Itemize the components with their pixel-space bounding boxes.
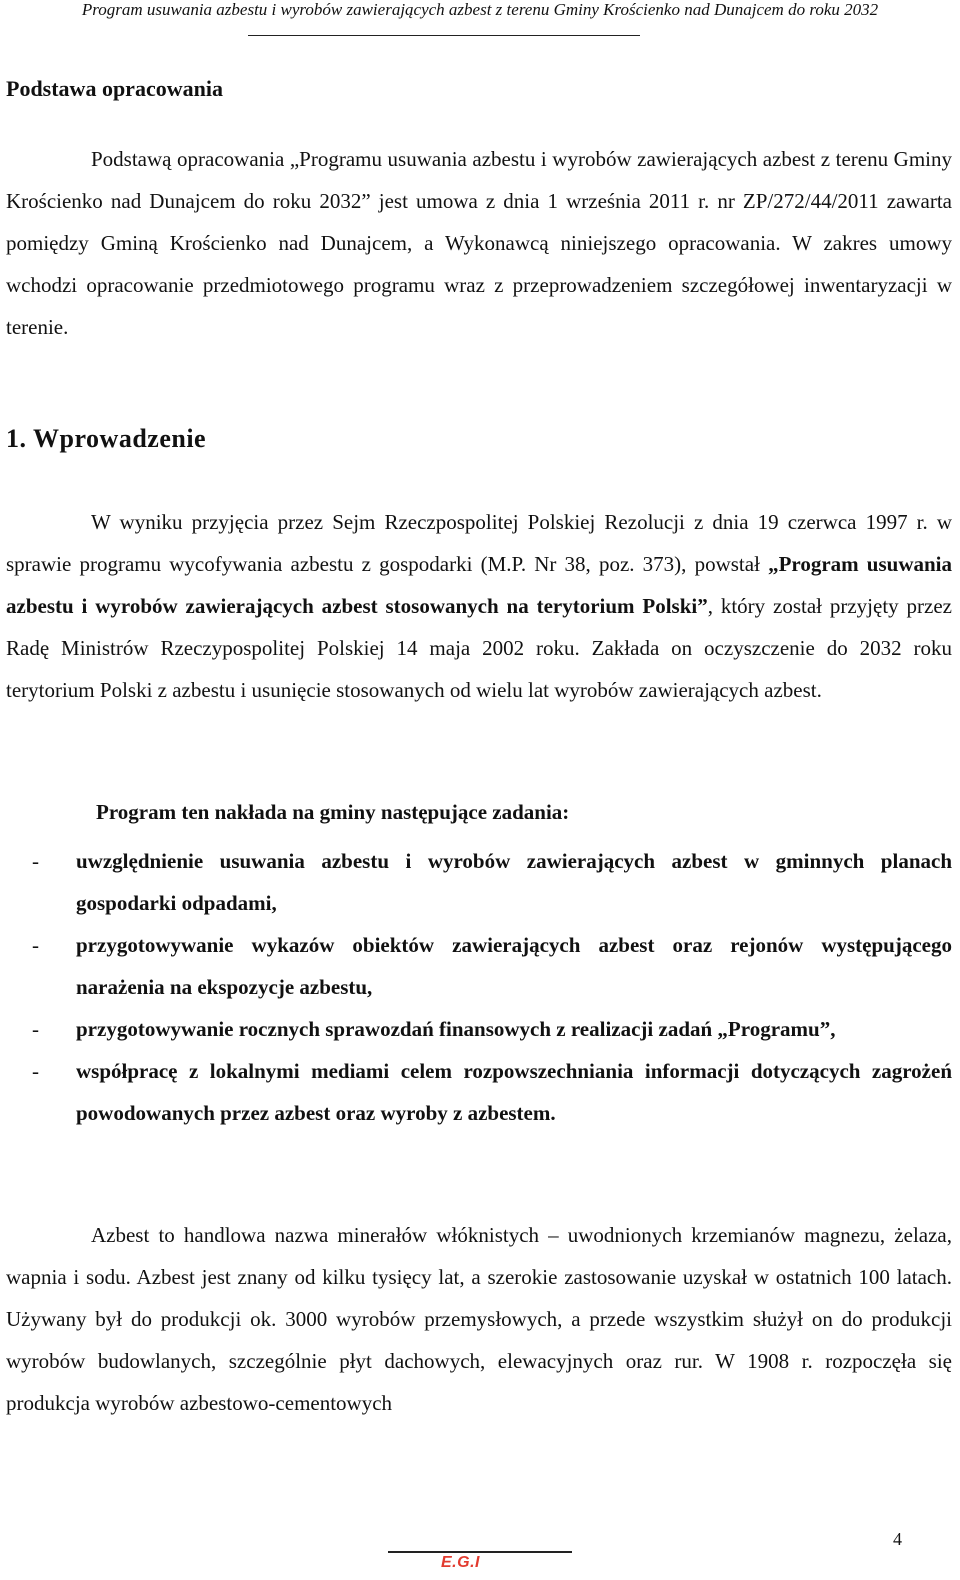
footer-rule — [388, 1551, 572, 1553]
task-item — [6, 1008, 952, 1050]
list-dash: - — [32, 1017, 39, 1041]
task-item — [6, 1050, 952, 1134]
basis-paragraph: Podstawą opracowania „Programu usuwania azbestu i wyrobów zawierających azbest z terenu Gminy Krościenko nad Dunajcem do roku 2032” jest umowa z dnia 1 września 2011 r. nr ZP/272/44/2011 zawarta pomiędzy Gminą Krościenko nad Dunajcem, a Wykonawcą niniejszego opracowania. W zakres umowy wchodzi opracowanie przedmiotowego programu wraz z przeprowadzeniem szczegółowej inwentaryzacji w terenie. — [6, 147, 952, 339]
task-item — [6, 840, 952, 924]
basis-heading: Podstawa opracowania — [6, 76, 223, 101]
intro-paragraph-start: W wyniku przyjęcia przez Sejm Rzeczpospolitej Polskiej Rezolucji z dnia 19 czerwca 1997 r. w sprawie programu wycofywania azbestu z gospodarki (M.P. Nr 38, poz. 373), powstał — [6, 510, 952, 576]
task-text: przygotowywanie wykazów obiektów zawierających azbest oraz rejonów występującego narażenia na ekspozycje azbestu, — [76, 933, 952, 999]
list-dash: - — [32, 933, 39, 957]
company-logo: E.G.I — [441, 1554, 480, 1571]
list-dash: - — [32, 1059, 39, 1083]
intro-paragraph — [6, 501, 952, 711]
tasks-list — [6, 840, 952, 1134]
task-text: przygotowywanie rocznych sprawozdań finansowych z realizacji zadań „Programu”, — [76, 1017, 836, 1041]
task-text: uwzględnienie usuwania azbestu i wyrobów zawierających azbest w gminnych planach gospodarki odpadami, — [76, 849, 952, 915]
list-dash: - — [32, 849, 39, 873]
task-text: współpracę z lokalnymi mediami celem rozpowszechniania informacji dotyczących zagrożeń powodowanych przez azbest oraz wyroby z azbestem. — [76, 1059, 952, 1125]
intro-paragraph-end: , który został przyjęty przez Radę Ministrów Rzeczypospolitej Polskiej 14 maja 2002 roku. Zakłada on oczyszczenie do 2032 roku terytorium Polski z azbestu i usunięcie stosowanych od wielu lat wyrobów zawierających azbest. — [6, 594, 952, 702]
intro-paragraph-program-title: „Program usuwania azbestu i wyrobów zawierających azbest stosowanych na terytorium Polski” — [6, 552, 953, 618]
page-header: Program usuwania azbestu i wyrobów zawierających azbest z terenu Gminy Krościenko nad Dunajcem do roku 2032 — [81, 0, 879, 19]
page-number: 4 — [893, 1529, 902, 1549]
tasks-heading: Program ten nakłada na gminy następujące zadania: — [96, 800, 570, 824]
header-rule — [248, 35, 640, 36]
intro-heading: 1. Wprowadzenie — [6, 424, 207, 453]
asbestos-paragraph: Azbest to handlowa nazwa minerałów włóknistych – uwodnionych krzemianów magnezu, żelaza, wapnia i sodu. Azbest jest znany od kilku tysięcy lat, a szerokie zastosowanie uzyskał w ostatnich 100 latach. Używany był do produkcji ok. 3000 wyrobów przemysłowych, a przede wszystkim służył on do produkcji wyrobów budowlanych, szczególnie płyt dachowych, elewacyjnych oraz rur. W 1908 r. rozpoczęła się produkcja wyrobów azbestowo-cementowych — [6, 1223, 952, 1415]
task-item — [6, 924, 952, 1008]
